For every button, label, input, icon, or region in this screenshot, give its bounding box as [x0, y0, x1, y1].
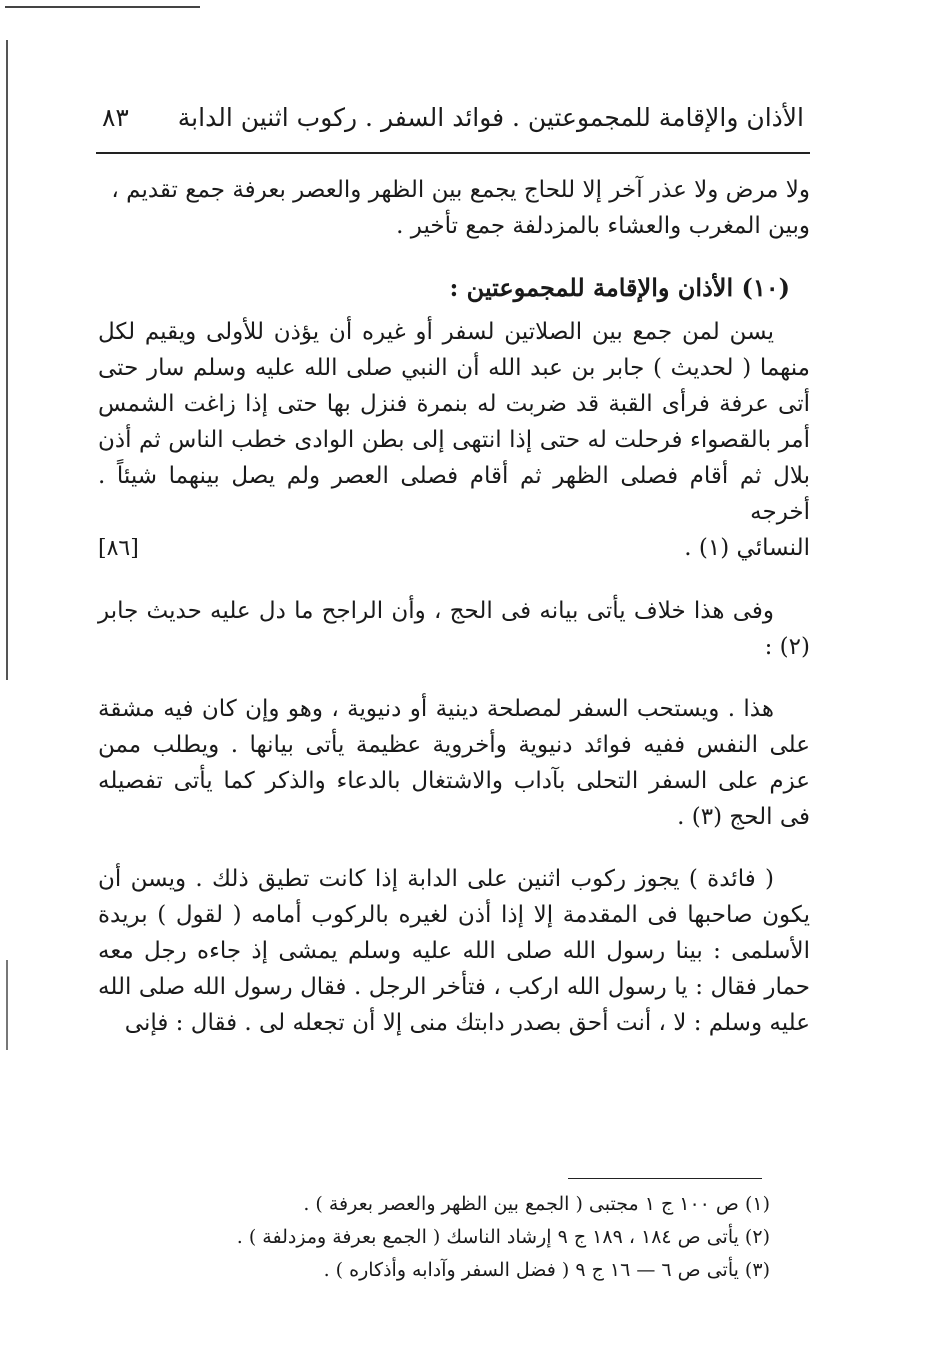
paragraph: وفى هذا خلاف يأتى بيانه فى الحج ، وأن الراجح ما دل عليه حديث جابر (٢) :: [98, 598, 810, 660]
footnote: (٢) يأتى ص ١٨٤ ، ١٨٩ ج ٩ إرشاد الناسك ( الجمع بعرفة ومزدلفة ) .: [236, 1226, 770, 1248]
scan-edge-mark: [6, 40, 8, 680]
paragraph: ( فائدة ) يجوز ركوب اثنين على الدابة إذا كانت تطيق ذلك . ويسن أن يكون صاحبها فى المقدمة إلا إذا أذن لغيره بالركوب أمامه ( لقول ) بريدة الأسلمى : بينا رسول الله صلى الله عليه وسلم يمشى إذ جاءه رجل معه حمار فقال : يا رسول الله اركب ، فتأخر الرجل . فقال رسول الله صلى الله عليه وسلم : لا ، أنت أحق بصدر دابتك منى إلا أن تجعله لى . فقال : فإنى: [98, 866, 810, 1036]
intro-line: ولا مرض ولا عذر آخر إلا للحاج يجمع بين الظهر والعصر بعرفة جمع تقديم ،: [111, 177, 810, 203]
scan-edge-mark: [6, 960, 8, 1050]
scan-edge-mark: [5, 6, 200, 8]
footnotes: [140, 1188, 770, 1287]
paragraph: يسن لمن جمع بين الصلاتين لسفر أو غيره أن يؤذن للأولى ويقيم لكل منهما ( لحديث ) جابر بن عبد الله أن النبي صلى الله عليه وسلم سار حتى أتى عرفة فرأى القبة قد ضربت له بنمرة فنزل بها حتى إذا زاغت الشمس أمر بالقصواء فرحلت له حتى إذا انتهى إلى بطن الوادى خطب الناس ثم أذن بلال ثم أقام فصلى الظهر ثم أقام فصلى العصر ولم يصل بينهما شيئاً . أخرجه: [98, 319, 811, 525]
footnote: (١) ص ١٠٠ ج ١ مجتبى ( الجمع بين الظهر والعصر بعرفة ) .: [303, 1193, 770, 1215]
main-text: [98, 172, 810, 1067]
footnote: (٣) يأتى ص ٦ — ١٦ ج ٩ ( فضل السفر وآدابه وأذكاره ) .: [323, 1259, 770, 1281]
section-heading: (١٠) الأذان والإقامة للمجموعتين :: [449, 273, 790, 302]
running-title: الأذان والإقامة للمجموعتين . فوائد السفر . ركوب اثنين الدابة: [177, 102, 804, 132]
paragraph: هذا . ويستحب السفر لمصلحة دينية أو دنيوية ، وهو وإن كان فيه مشقة على النفس ففيه فوائد دنيوية وأخروية عظيمة يأتى بيانها . ويطلب ممن عزم على السفر التحلى بآداب والاشتغال بالدعاء والذكر كما يأتى تفصيله فى الحج (٣) .: [98, 696, 810, 830]
intro-line: وبين المغرب والعشاء بالمزدلفة جمع تأخير .: [396, 213, 810, 239]
source-citation: النسائي (١) .: [684, 535, 810, 561]
page-number: ٨٣: [102, 102, 129, 132]
running-header: [102, 92, 804, 142]
header-divider: [96, 152, 810, 154]
footnote-divider: [568, 1178, 762, 1179]
hadith-number: [٨٦]: [98, 536, 139, 561]
paragraph-tail: [98, 530, 810, 567]
